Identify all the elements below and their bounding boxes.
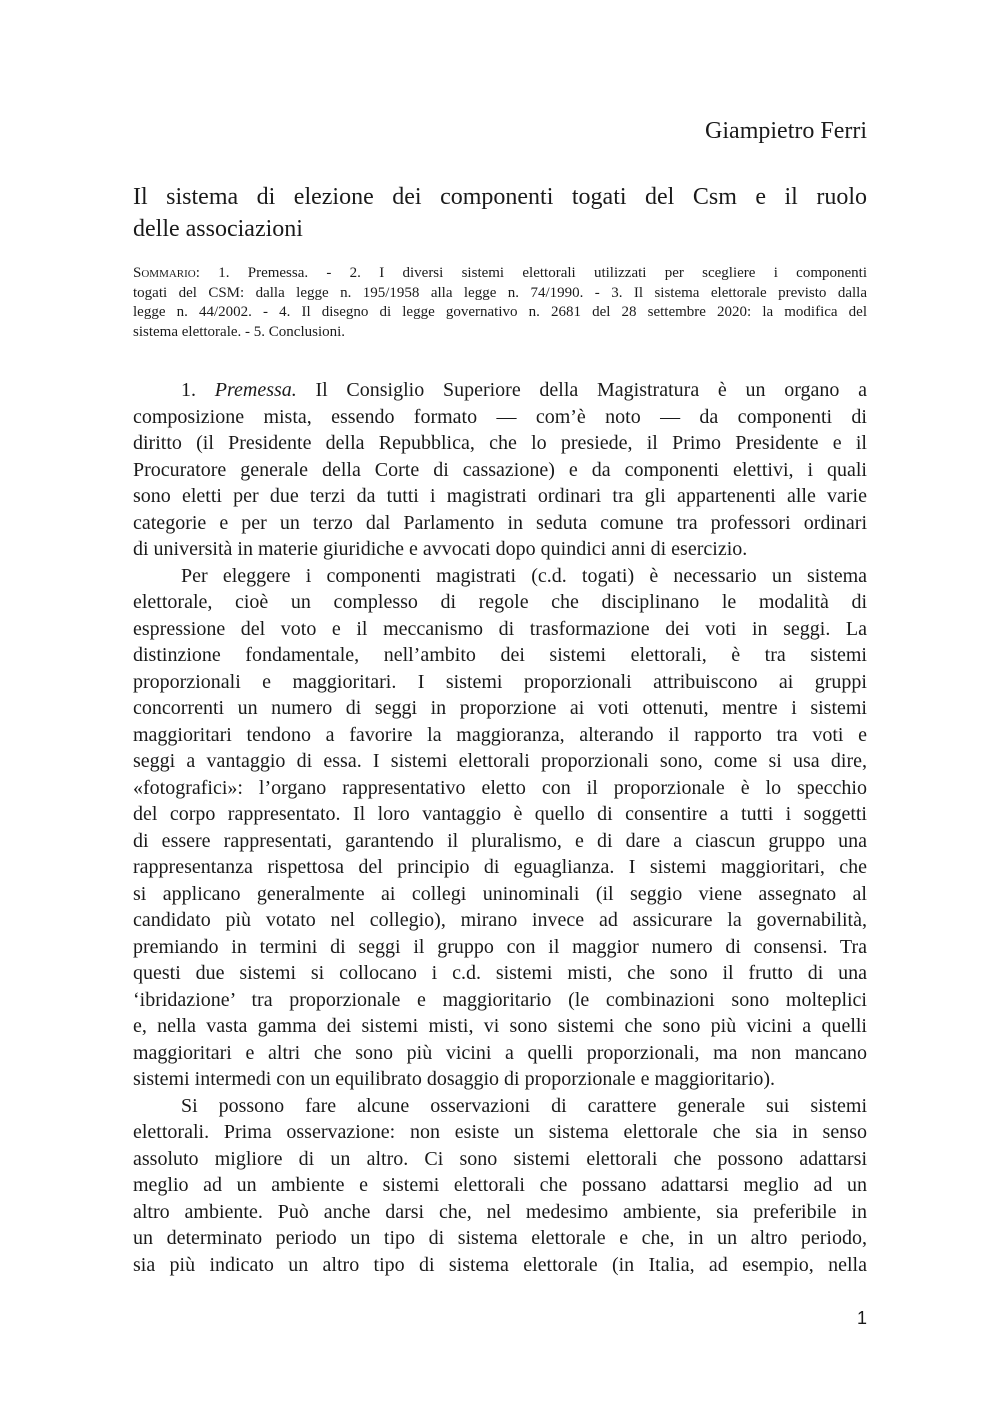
text-line: elettorale, cioè un complesso di regole che disciplinano le modalità di — [133, 591, 867, 613]
body-text — [133, 377, 867, 1278]
text-line: Per eleggere i componenti magistrati (c.d. togati) è necessario un sistema — [181, 564, 867, 587]
text-line: maggioritari e altri che sono più vicini a quelli proporzionali, ma non mancano — [133, 1041, 867, 1064]
text-line: composizione mista, essendo formato — com’è noto — da componenti di — [133, 405, 867, 428]
text-line: maggioritari tendono a favorire la maggioranza, alterando il rapporto tra voti e — [133, 723, 867, 746]
summary-line: togati del CSM: dalla legge n. 195/1958 alla legge n. 74/1990. - 3. Il sistema elettorale previsto dalla — [133, 284, 867, 301]
text-line: distinzione fondamentale, nell’ambito dei sistemi elettorali, è tra sistemi — [133, 644, 867, 666]
text-line: questi due sistemi si collocano i c.d. sistemi misti, che sono il frutto di una — [133, 962, 867, 984]
text-line: di essere rappresentati, garantendo il pluralismo, e di dare a ciascun gruppo una — [133, 829, 867, 852]
text-line: di università in materie giuridiche e avvocati dopo quindici anni di esercizio. — [133, 538, 748, 560]
summary-block — [133, 264, 867, 342]
text-line: premiando in termini di seggi il gruppo con il maggior numero di consensi. Tra — [133, 935, 867, 958]
text-line: espressione del voto e il meccanismo di trasformazione dei voti in seggi. La — [133, 617, 867, 640]
text-line: assoluto migliore di un altro. Ci sono sistemi elettorali che possono adattarsi — [133, 1147, 867, 1170]
text-line: elettorali. Prima osservazione: non esiste un sistema elettorale che sia in senso — [133, 1121, 867, 1143]
text-line: diritto (il Presidente della Repubblica, che lo presiede, il Primo Presidente e il — [133, 432, 867, 454]
summary-line: Sommario: 1. Premessa. - 2. I diversi sistemi elettorali utilizzati per scegliere i componenti — [133, 265, 867, 281]
text-line: Si possono fare alcune osservazioni di carattere generale sui sistemi — [181, 1094, 867, 1117]
section-heading-line: 1. Premessa. Il Consiglio Superiore della Magistratura è un organo a — [181, 379, 868, 401]
text-line: ‘ibridazione’ tra proporzionale e maggioritario (le combinazioni sono molteplici — [133, 988, 867, 1011]
text-line: seggi a vantaggio di essa. I sistemi elettorali proporzionali sono, come si usa dire, — [133, 750, 867, 772]
text-line: Procuratore generale della Corte di cassazione) e da componenti elettivi, i quali — [133, 458, 867, 481]
author-name: Giampietro Ferri — [705, 118, 867, 144]
text-line: un determinato periodo un tipo di sistema elettorale e che, in un altro periodo, — [133, 1227, 867, 1249]
page-number: 1 — [856, 1308, 867, 1328]
title-line: Il sistema di elezione dei componenti togati del Csm e il ruolo — [133, 184, 867, 210]
summary-label: Sommario — [133, 265, 196, 281]
text-line: sistemi intermedi con un equilibrato dosaggio di proporzionale e maggioritario). — [133, 1068, 776, 1090]
text-line: rappresentanza rispettosa del principio di eguaglianza. I sistemi maggioritari, che — [133, 856, 867, 878]
text-line: categorie e per un terzo dal Parlamento in seduta comune tra professori ordinari — [133, 511, 867, 534]
text-line: sia più indicato un altro tipo di sistema elettorale (in Italia, ad esempio, nella — [133, 1253, 867, 1276]
section-number: 1. — [181, 379, 215, 401]
summary-line: sistema elettorale. - 5. Conclusioni. — [133, 323, 346, 340]
text-line: del corpo rappresentato. Il loro vantaggio è quello di consentire a tutti i soggetti — [133, 803, 867, 825]
summary-line: legge n. 44/2002. - 4. Il disegno di legge governativo n. 2681 del 28 settembre 2020: la modifica del — [133, 304, 867, 320]
text-line: «fotografici»: l’organo rappresentativo eletto con il proporzionale è lo specchio — [133, 776, 867, 799]
text-line: candidato più votato nel collegio), mirano invece ad assicurare la governabilità, — [133, 909, 867, 931]
section-heading: Premessa. — [214, 379, 297, 401]
paper-title — [133, 181, 867, 245]
text-line: meglio ad un ambiente e sistemi elettorali che possano adattarsi meglio ad un — [133, 1174, 867, 1196]
text-line: proporzionali e maggioritari. I sistemi proporzionali attribuiscono ai gruppi — [133, 670, 867, 693]
text-line: altro ambiente. Può anche darsi che, nel medesimo ambiente, sia preferibile in — [133, 1200, 867, 1223]
text-line: e, nella vasta gamma dei sistemi misti, vi sono sistemi che sono più vicini a quelli — [133, 1015, 867, 1037]
text-line: si applicano generalmente ai collegi uninominali (il seggio viene assegnato al — [133, 882, 867, 905]
text-line: sono eletti per due terzi da tutti i magistrati ordinari tra gli appartenenti alle varie — [133, 485, 867, 507]
text-line: concorrenti un numero di seggi in proporzione ai voti ottenuti, mentre i sistemi — [133, 697, 867, 719]
title-line: delle associazioni — [133, 216, 303, 242]
